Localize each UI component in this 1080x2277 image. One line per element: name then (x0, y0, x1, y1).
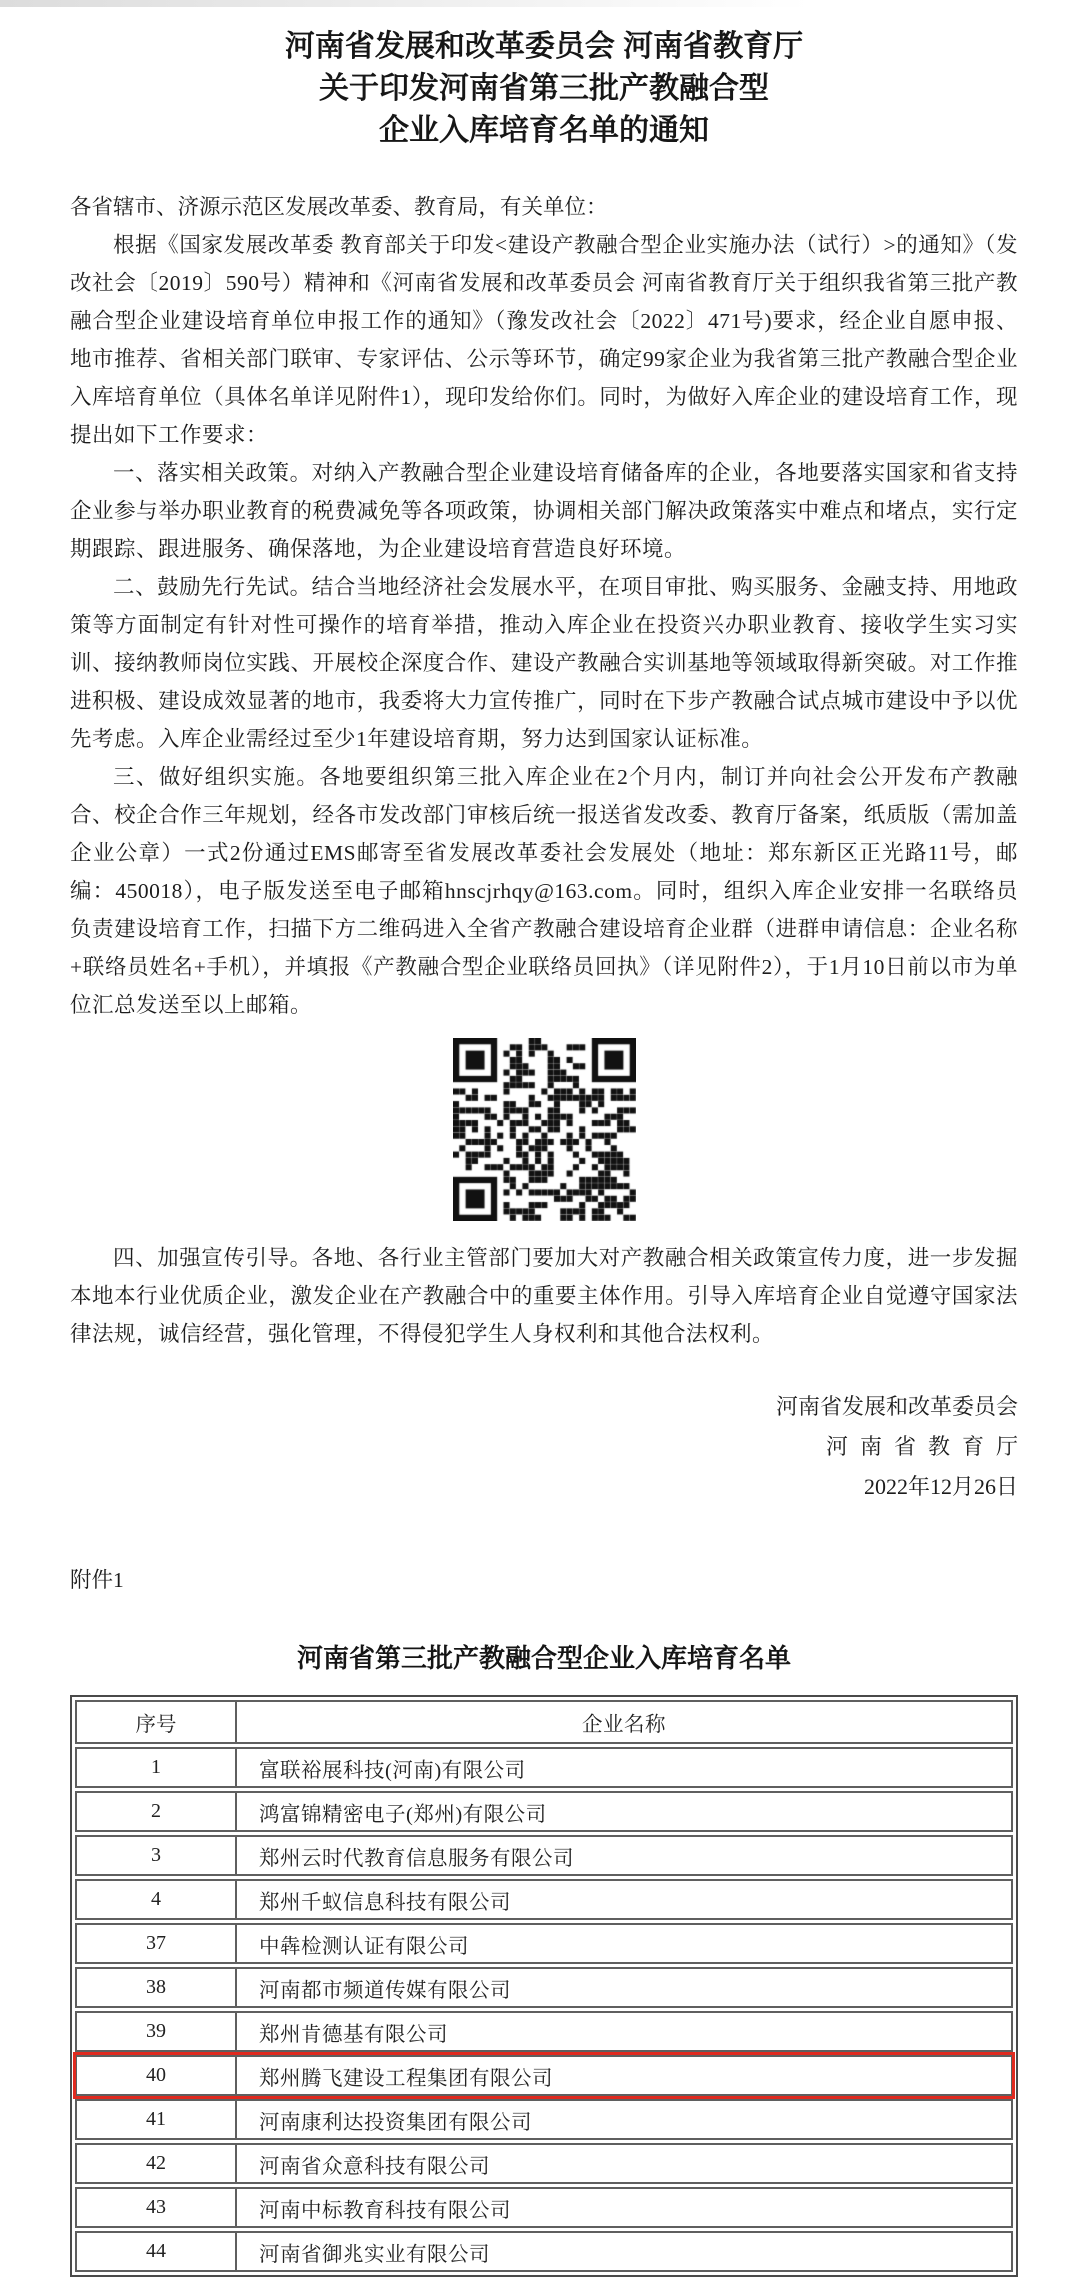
company-table (70, 1695, 1018, 2277)
scan-artifact-top (0, 0, 1080, 7)
cell-serial-no: 4 (77, 1881, 237, 1918)
notice-paragraph: 二、鼓励先行先试。结合当地经济社会发展水平，在项目审批、购买服务、金融支持、用地政策等方面制定有针对性可操作的培育举措，推动入库企业在投资兴办职业教育、接收学生实习实训、接纳教师岗位实践、开展校企深度合作、建设产教融合实训基地等领域取得新突破。对工作推进积极、建设成效显著的地市，我委将大力宣传推广，同时在下步产教融合试点城市建设中予以优先考虑。入库企业需经过至少1年建设培育期，努力达到国家认证标准。 (70, 575, 1018, 751)
cell-serial-no: 43 (77, 2189, 237, 2226)
cell-company-name: 富联裕展科技(河南)有限公司 (259, 1759, 526, 1782)
notice-paragraph: 根据《国家发展改革委 教育部关于印发<建设产教融合型企业实施办法（试行）>的通知》（发改社会〔2019〕590号）精神和《河南省发展和改革委员会 河南省教育厅关于组织我省第三批产教融合型企业建设培育单位申报工作的通知》（豫发改社会〔2022〕471号)要求，经企业自愿申报、地市推荐、省相关部门联审、专家评估、公示等环节，确定99家企业为我省第三批产教融合型企业入库培育单位（具体名单详见附件1），现印发给你们。同时，为做好入库企业的建设培育工作，现提出如下工作要求： (70, 233, 1018, 447)
document-title-line1: 河南省发展和改革委员会 河南省教育厅 (284, 30, 804, 63)
notice-paragraph: 一、落实相关政策。对纳入产教融合型企业建设培育储备库的企业，各地要落实国家和省支持企业参与举办职业教育的税费减免等各项政策，协调相关部门解决政策落实中难点和堵点，实行定期跟踪、跟进服务、确保落地，为企业建设培育营造良好环境。 (70, 461, 1018, 561)
cell-serial-no: 39 (77, 2013, 237, 2050)
table-row (75, 2011, 1013, 2052)
cell-company-name: 河南省众意科技有限公司 (259, 2155, 490, 2178)
qr-code-container (453, 1038, 636, 1221)
table-row (75, 1835, 1013, 1876)
cell-company-name: 河南康利达投资集团有限公司 (259, 2111, 532, 2134)
cell-serial-no: 42 (77, 2145, 237, 2182)
table-row (75, 1791, 1013, 1832)
cell-serial-no: 3 (77, 1837, 237, 1874)
cell-company-name: 郑州云时代教育信息服务有限公司 (259, 1847, 574, 1870)
signature-org2: 河南省教育厅 (825, 1434, 1030, 1459)
table-row (75, 2143, 1013, 2184)
cell-company-name: 河南都市频道传媒有限公司 (259, 1979, 511, 2002)
table-row (75, 2231, 1013, 2272)
table-header-name: 企业名称 (582, 1714, 666, 1736)
signature-date: 2022年12月26日 (863, 1474, 1018, 1499)
document-title-line3: 企业入库培育名单的通知 (379, 114, 709, 147)
table-row (75, 1879, 1013, 1920)
cell-company-name: 郑州腾飞建设工程集团有限公司 (259, 2067, 553, 2090)
cell-company-name: 河南中标教育科技有限公司 (259, 2199, 511, 2222)
cell-serial-no: 37 (77, 1925, 237, 1962)
qr-code (453, 1038, 636, 1221)
cell-serial-no: 1 (77, 1749, 237, 1786)
list-title: 河南省第三批产教融合型企业入库培育名单 (296, 1643, 791, 1673)
attachment-label: 附件1 (70, 1568, 124, 1592)
table-row (75, 1967, 1013, 2008)
cell-serial-no: 40 (77, 2057, 237, 2094)
cell-company-name: 郑州千蚁信息科技有限公司 (259, 1891, 511, 1914)
cell-serial-no: 41 (77, 2101, 237, 2138)
signature-block (70, 1387, 1030, 1507)
salutation: 各省辖市、济源示范区发展改革委、教育局，有关单位： (70, 195, 608, 219)
table-header-no: 序号 (77, 1702, 237, 1742)
table-row (75, 1923, 1013, 1964)
cell-company-name: 河南省御兆实业有限公司 (259, 2243, 490, 2266)
cell-company-name: 鸿富锦精密电子(郑州)有限公司 (259, 1803, 547, 1826)
cell-serial-no: 38 (77, 1969, 237, 2006)
signature-org1: 河南省发展和改革委员会 (775, 1394, 1018, 1419)
notice-body-before-qr (70, 226, 1018, 1024)
notice-paragraph: 四、加强宣传引导。各地、各行业主管部门要加大对产教融合相关政策宣传力度，进一步发掘本地本行业优质企业，激发企业在产教融合中的重要主体作用。引导入库培育企业自觉遵守国家法律法规，诚信经营，强化管理，不得侵犯学生人身权利和其他合法权利。 (70, 1246, 1018, 1346)
cell-serial-no: 44 (77, 2233, 237, 2270)
cell-serial-no: 2 (77, 1793, 237, 1830)
notice-paragraph: 三、做好组织实施。各地要组织第三批入库企业在2个月内，制订并向社会公开发布产教融合、校企合作三年规划，经各市发改部门审核后统一报送省发改委、教育厅备案，纸质版（需加盖企业公章）一式2份通过EMS邮寄至省发展改革委社会发展处（地址：郑东新区正光路11号，邮编：450018），电子版发送至电子邮箱hnscjrhqy@163.com。同时，组织入库企业安排一名联络员负责建设培育工作，扫描下方二维码进入全省产教融合建设培育企业群（进群申请信息：企业名称+联络员姓名+手机），并填报《产教融合型企业联络员回执》（详见附件2），于1月10日前以市为单位汇总发送至以上邮箱。 (70, 765, 1018, 1017)
table-row (75, 2099, 1013, 2140)
table-row (75, 1747, 1013, 1788)
notice-body-after-qr (70, 1239, 1018, 1353)
table-row-highlighted (75, 2055, 1013, 2096)
cell-company-name: 中犇检测认证有限公司 (259, 1935, 469, 1958)
table-row (75, 2187, 1013, 2228)
cell-company-name: 郑州肯德基有限公司 (259, 2023, 448, 2046)
table-header-row (75, 1700, 1013, 1744)
document-title (70, 26, 1018, 152)
document-title-line2: 关于印发河南省第三批产教融合型 (319, 72, 769, 105)
